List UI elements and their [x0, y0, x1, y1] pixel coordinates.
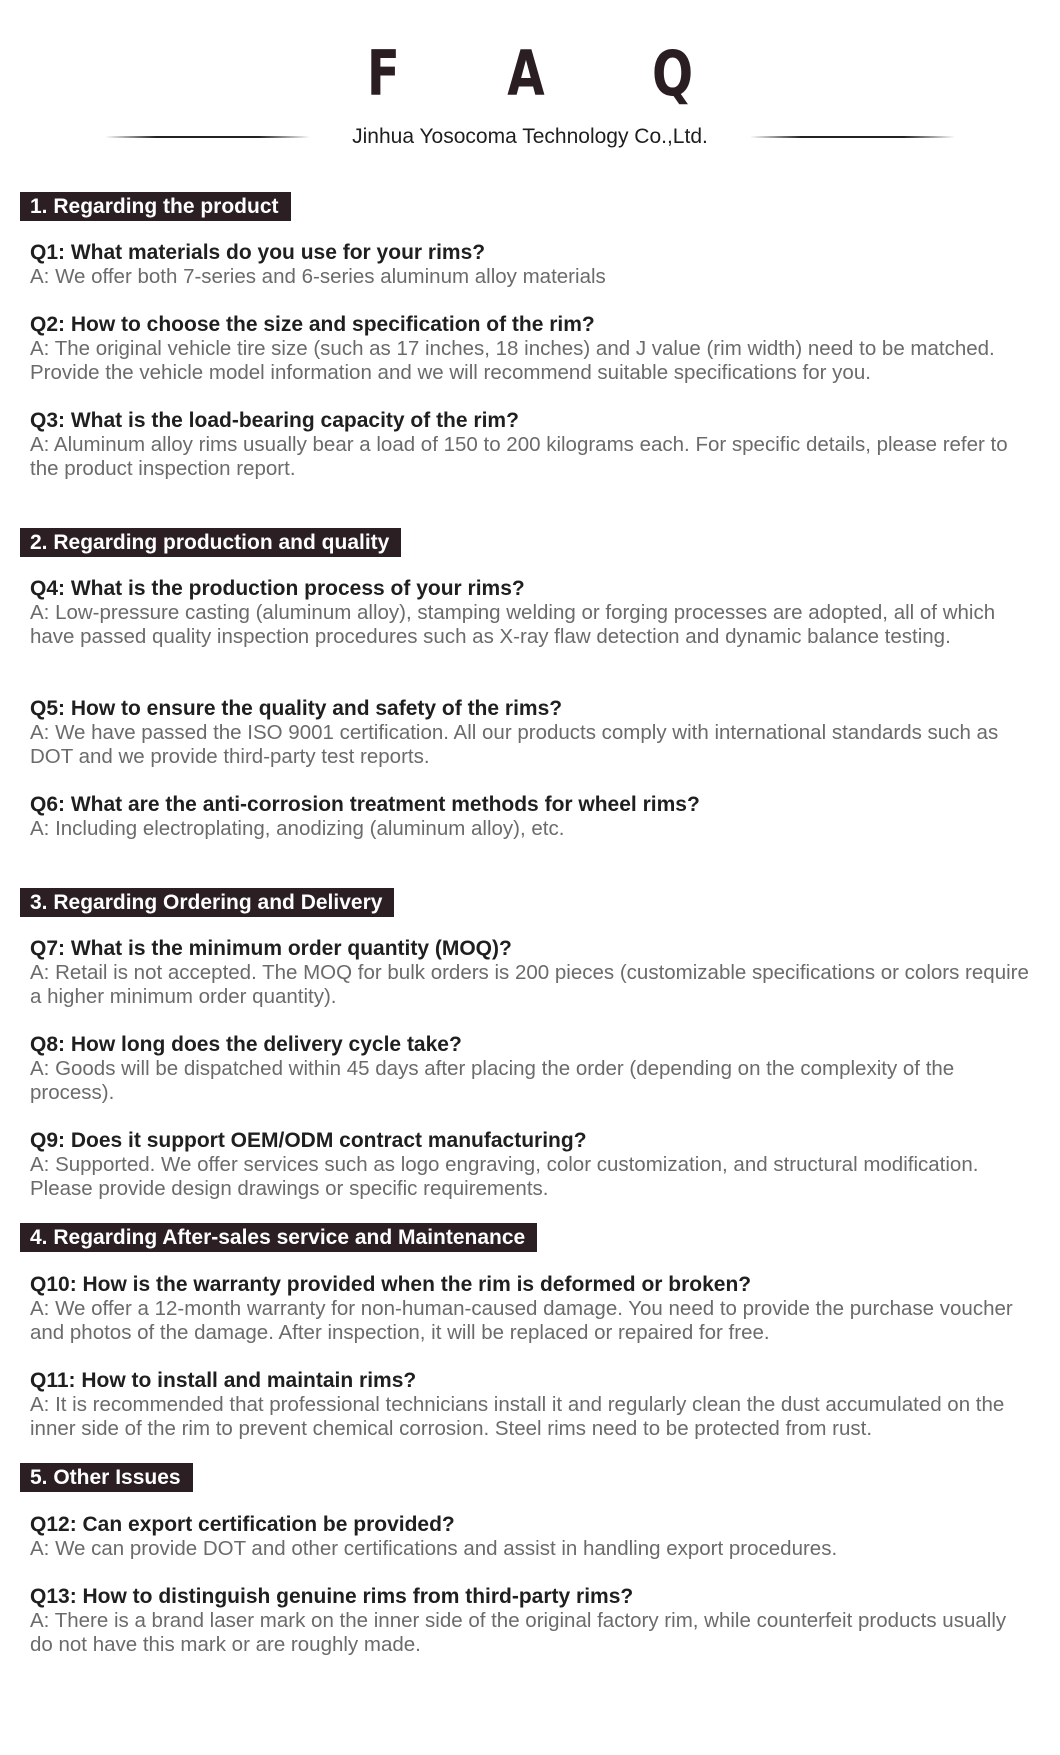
question: Q2: How to choose the size and specification of the rim? — [30, 313, 595, 336]
question: Q9: Does it support OEM/ODM contract manufacturing? — [30, 1129, 587, 1152]
question: Q6: What are the anti-corrosion treatment methods for wheel rims? — [30, 793, 700, 816]
answer: A: Low-pressure casting (aluminum alloy), stamping welding or forging processes are adopted, all of which have passed quality inspection procedures such as X-ray flaw detection and dynamic balance testing. — [30, 601, 996, 648]
question: Q8: How long does the delivery cycle take? — [30, 1033, 462, 1056]
faq-item-q11 — [30, 1369, 1030, 1441]
answer: A: Supported. We offer services such as logo engraving, color customization, and structural modification. Please provide design drawings or specific requirements. — [30, 1153, 979, 1200]
company-banner — [105, 122, 955, 152]
faq-item-q10 — [30, 1273, 1030, 1345]
question: Q1: What materials do you use for your rims? — [30, 241, 486, 264]
faq-item-q12 — [30, 1513, 1030, 1561]
answer: A: There is a brand laser mark on the inner side of the original factory rim, while counterfeit products usually do not have this mark or are roughly made. — [30, 1609, 1007, 1656]
page-title: F A Q — [366, 37, 739, 110]
question: Q13: How to distinguish genuine rims from third-party rims? — [30, 1585, 634, 1608]
answer: A: We offer both 7-series and 6-series aluminum alloy materials — [30, 265, 606, 288]
question: Q3: What is the load-bearing capacity of the rim? — [30, 409, 519, 432]
company-name: Jinhua Yosocoma Technology Co.,Ltd. — [352, 125, 708, 148]
answer: A: The original vehicle tire size (such as 17 inches, 18 inches) and J value (rim width) need to be matched. Provide the vehicle model information and we will recommend suitable specifications for you. — [30, 337, 995, 384]
section-4-heading: 4. Regarding After-sales service and Maintenance — [20, 1223, 537, 1252]
question: Q5: How to ensure the quality and safety of the rims? — [30, 697, 563, 720]
section-5-heading: 5. Other Issues — [20, 1463, 193, 1492]
right-divider — [750, 136, 955, 138]
faq-item-q1 — [30, 241, 1030, 289]
answer: A: It is recommended that professional technicians install it and regularly clean the dust accumulated on the inner side of the rim to prevent chemical corrosion. Steel rims need to be protected from rust. — [30, 1393, 1005, 1440]
faq-item-q13 — [30, 1585, 1030, 1657]
answer: A: We offer a 12-month warranty for non-human-caused damage. You need to provide the purchase voucher and photos of the damage. After inspection, it will be replaced or repaired for free. — [30, 1297, 1013, 1344]
question: Q7: What is the minimum order quantity (MOQ)? — [30, 937, 512, 960]
section-1-heading: 1. Regarding the product — [20, 192, 291, 221]
answer: A: Aluminum alloy rims usually bear a load of 150 to 200 kilograms each. For specific details, please refer to the product inspection report. — [30, 433, 1008, 480]
answer: A: We have passed the ISO 9001 certification. All our products comply with international standards such as DOT and we provide third-party test reports. — [30, 721, 999, 768]
faq-item-q8 — [30, 1033, 1030, 1105]
answer: A: Retail is not accepted. The MOQ for bulk orders is 200 pieces (customizable specifications or colors require a higher minimum order quantity). — [30, 961, 1029, 1008]
question: Q12: Can export certification be provided? — [30, 1513, 455, 1536]
faq-item-q3 — [30, 409, 1030, 481]
question: Q4: What is the production process of your rims? — [30, 577, 525, 600]
answer: A: Including electroplating, anodizing (aluminum alloy), etc. — [30, 817, 565, 840]
faq-item-q6 — [30, 793, 1030, 841]
section-2-heading: 2. Regarding production and quality — [20, 528, 401, 557]
left-divider — [105, 136, 310, 138]
answer: A: Goods will be dispatched within 45 days after placing the order (depending on the complexity of the process). — [30, 1057, 955, 1104]
faq-item-q9 — [30, 1129, 1030, 1201]
question: Q11: How to install and maintain rims? — [30, 1369, 417, 1392]
faq-item-q5 — [30, 697, 1030, 769]
faq-item-q4 — [30, 577, 1030, 649]
answer: A: We can provide DOT and other certifications and assist in handling export procedures. — [30, 1537, 838, 1560]
faq-item-q2 — [30, 313, 1030, 385]
section-3-heading: 3. Regarding Ordering and Delivery — [20, 888, 394, 917]
faq-item-q7 — [30, 937, 1030, 1009]
question: Q10: How is the warranty provided when the rim is deformed or broken? — [30, 1273, 752, 1296]
